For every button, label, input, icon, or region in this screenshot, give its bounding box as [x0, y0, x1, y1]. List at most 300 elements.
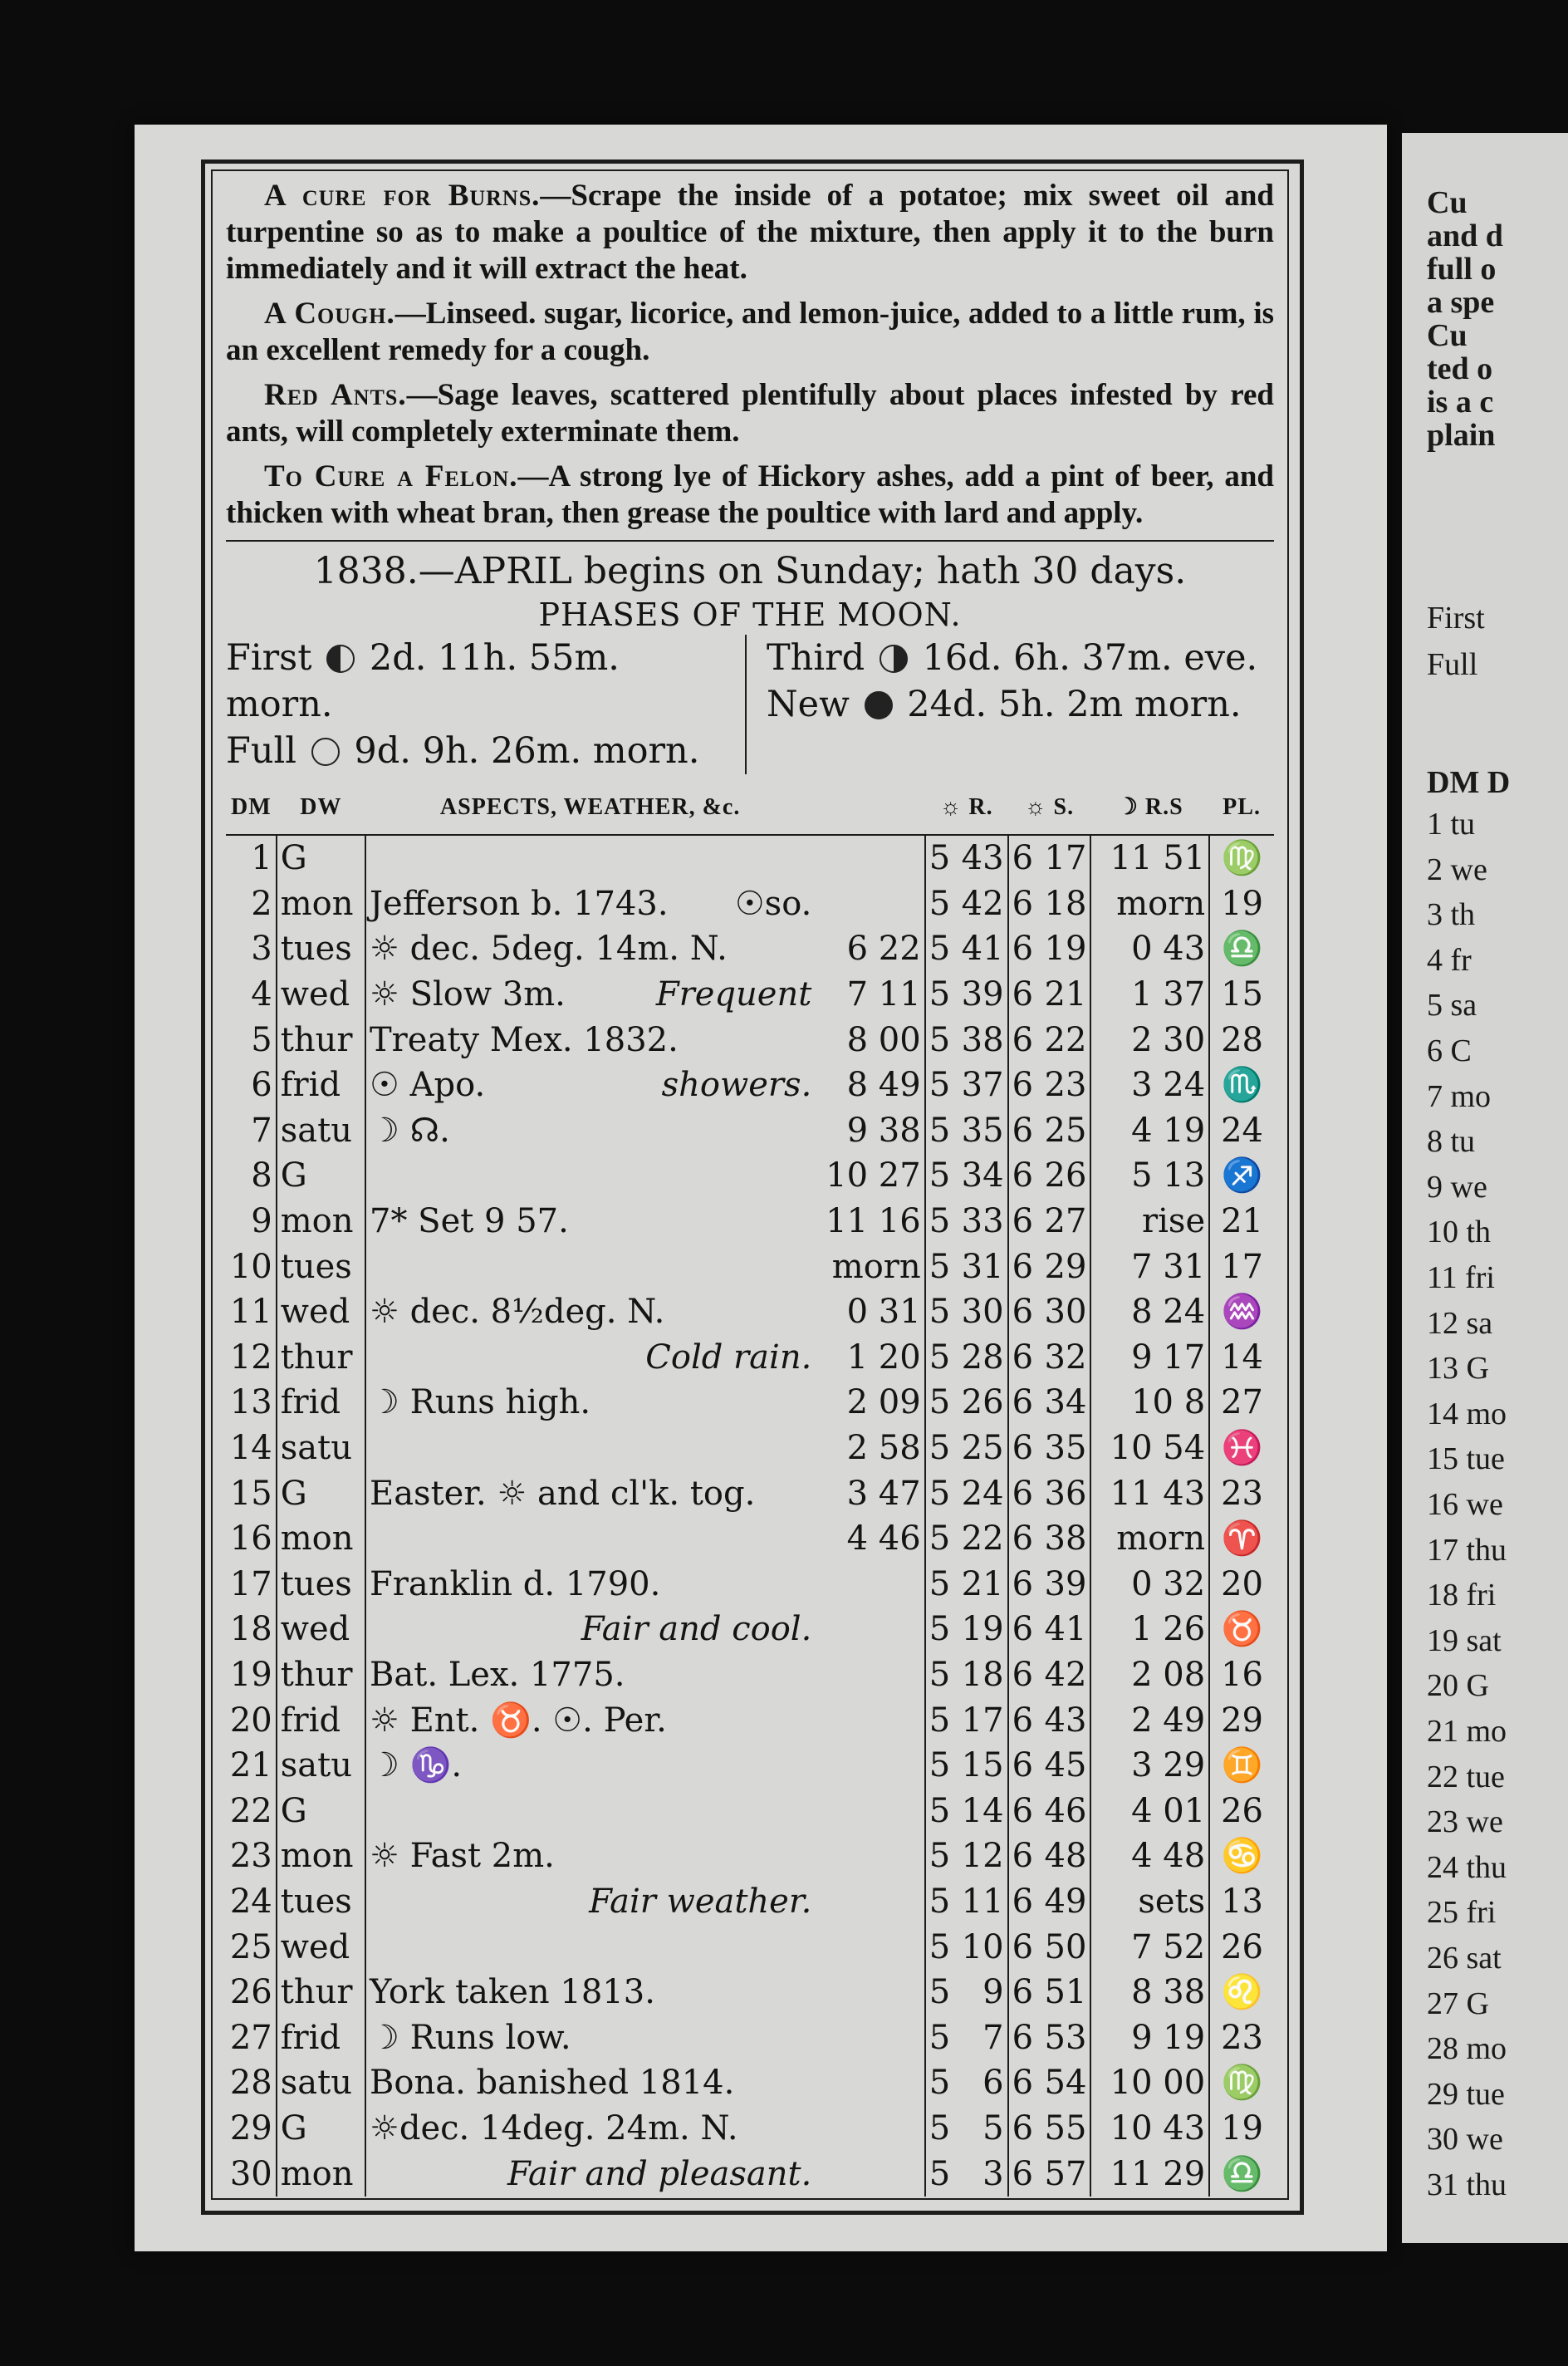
- aspects-cell: [365, 1562, 815, 1608]
- calendar-row: [226, 1063, 1274, 1108]
- sun-set-hour: 6: [1012, 1429, 1034, 1468]
- sun-rise-minute: 38: [953, 1017, 1007, 1063]
- weather-text: showers.: [661, 1066, 812, 1105]
- aspect-text: ☼ dec. 8½deg. N.: [370, 1293, 665, 1332]
- recipe-text: —Sage leaves, scattered plentifully about places infested by red ants, will completely exterminate them.: [226, 378, 1274, 449]
- sun-set-minute: 38: [1036, 1516, 1090, 1562]
- sun-set-minute: 19: [1036, 926, 1090, 972]
- facing-page-line: 1 tu: [1427, 807, 1476, 842]
- sun-rise-hour: 5: [929, 1927, 951, 1966]
- facing-page-line: 7 mo: [1427, 1078, 1492, 1114]
- rise-cell: [815, 1652, 924, 1698]
- planet-place: 14: [1221, 1338, 1264, 1377]
- month-title: 1838.—APRIL begins on Sunday; hath 30 days.: [313, 550, 1187, 592]
- calendar-row: [226, 2015, 1274, 2060]
- sun-rise-minute: 37: [953, 1063, 1007, 1108]
- planet-place: 24: [1221, 1111, 1264, 1150]
- sun-rise-hour: 5: [929, 1338, 951, 1377]
- planet-place: ♎: [1221, 2154, 1263, 2193]
- rise-cell: [815, 1743, 924, 1789]
- aspect-text: ☽ Runs low.: [370, 2018, 571, 2057]
- phases-left: [226, 635, 747, 774]
- weather-text: Cold rain.: [645, 1338, 812, 1377]
- sun-set-minute: 45: [1036, 1743, 1090, 1789]
- sun-set-hour: 6: [1012, 1066, 1034, 1105]
- calendar-body: [226, 835, 1274, 2197]
- phase-first-label: First: [226, 637, 312, 679]
- rise-cell: [815, 1607, 924, 1652]
- phase-first: [226, 635, 733, 728]
- page-content: [226, 178, 1274, 2197]
- sun-set-hour: 6: [1012, 2154, 1034, 2193]
- day-of-week: mon: [277, 1516, 365, 1562]
- facing-page-line: 30 we: [1427, 2122, 1503, 2157]
- aspect-text: Easter. ☼ and cl'k. tog.: [370, 1474, 756, 1513]
- sun-set-minute: 42: [1036, 1652, 1090, 1698]
- phases-right: [747, 635, 1274, 774]
- moon-rise-set: 7 52: [1090, 1924, 1209, 1970]
- aspects-cell: [365, 1244, 815, 1289]
- aspects-cell: [365, 1970, 815, 2015]
- sun-rise-hour: 5: [929, 1973, 951, 2012]
- rise-cell: 9 38: [815, 1108, 924, 1154]
- day-of-month: 19: [226, 1652, 277, 1698]
- aspect-text: ☽ Runs high.: [370, 1383, 591, 1422]
- day-of-week: frid: [277, 1380, 365, 1426]
- facing-page-line: plain: [1427, 418, 1496, 453]
- rise-cell: 11 16: [815, 1199, 924, 1244]
- calendar-row: [226, 1607, 1274, 1652]
- aspects-cell: [365, 1426, 815, 1471]
- aspect-text: ☼ Slow 3m.: [370, 975, 566, 1014]
- sun-set-hour: 6: [1012, 1111, 1034, 1150]
- planet-place: 23: [1221, 1474, 1264, 1513]
- calendar-table: [226, 784, 1274, 2197]
- aspect-text: Bat. Lex. 1775.: [370, 1655, 625, 1694]
- aspect-text: ☼dec. 14deg. 24m. N.: [370, 2108, 738, 2148]
- phase-new: [767, 681, 1274, 728]
- facing-page-line: 14 mo: [1427, 1396, 1507, 1431]
- sun-rise-hour: 5: [929, 1202, 951, 1241]
- calendar-row: [226, 972, 1274, 1018]
- facing-page-line: 18 fri: [1427, 1578, 1497, 1613]
- facing-page-line: 5 sa: [1427, 988, 1477, 1023]
- phase-new-label: New: [767, 684, 850, 725]
- full-moon-icon: [311, 738, 340, 766]
- sun-rise-hour: 5: [929, 1837, 951, 1876]
- moon-rise-set: 4 48: [1090, 1833, 1209, 1879]
- col-aspects: ASPECTS, WEATHER, &c.: [365, 784, 815, 835]
- sun-set-hour: 6: [1012, 884, 1034, 923]
- calendar-row: [226, 1652, 1274, 1698]
- recipe-paragraph: [226, 377, 1274, 450]
- sun-rise-minute: 33: [953, 1199, 1007, 1244]
- phase-first-time: 2d. 11h. 55m. morn.: [226, 637, 620, 725]
- planet-place: 26: [1221, 1927, 1264, 1966]
- calendar-row: [226, 1108, 1274, 1154]
- sun-rise-minute: 17: [953, 1697, 1007, 1743]
- sun-rise-minute: 22: [953, 1516, 1007, 1562]
- sun-set-hour: 6: [1012, 2018, 1034, 2057]
- calendar-row: [226, 2151, 1274, 2197]
- facing-page-line: 13 G: [1427, 1351, 1489, 1387]
- moon-rise-set: 0 43: [1090, 926, 1209, 972]
- facing-page-line: 28 mo: [1427, 2031, 1507, 2067]
- facing-page-line: 8 tu: [1427, 1124, 1476, 1160]
- aspects-cell: [365, 835, 815, 881]
- sun-set-hour: 6: [1012, 1610, 1034, 1649]
- day-of-week: thur: [277, 1970, 365, 2015]
- sun-set-hour: 6: [1012, 1837, 1034, 1876]
- sun-rise-hour: 5: [929, 839, 951, 878]
- moon-phases: [226, 635, 1274, 774]
- sun-set-hour: 6: [1012, 1519, 1034, 1559]
- rise-cell: 2 09: [815, 1380, 924, 1426]
- moon-rise-set: 2 30: [1090, 1017, 1209, 1063]
- day-of-month: 5: [226, 1017, 277, 1063]
- sun-rise-hour: 5: [929, 2108, 951, 2148]
- sun-set-minute: 50: [1036, 1924, 1090, 1970]
- sun-rise-minute: 25: [953, 1426, 1007, 1471]
- day-of-week: frid: [277, 2015, 365, 2060]
- rise-cell: [815, 1833, 924, 1879]
- sun-set-minute: 46: [1036, 1788, 1090, 1833]
- sun-rise-minute: 12: [953, 1833, 1007, 1879]
- day-of-month: 29: [226, 2106, 277, 2152]
- calendar-row: [226, 2060, 1274, 2106]
- rise-cell: 0 31: [815, 1289, 924, 1335]
- sun-set-minute: 18: [1036, 881, 1090, 927]
- planet-place: ♏: [1221, 1066, 1263, 1105]
- rise-cell: 2 58: [815, 1426, 924, 1471]
- sun-rise-hour: 5: [929, 1383, 951, 1422]
- day-of-month: 27: [226, 2015, 277, 2060]
- sun-set-minute: 36: [1036, 1470, 1090, 1516]
- planet-place: ♉: [1221, 1610, 1263, 1649]
- phase-full-label: Full: [226, 730, 297, 772]
- sun-set-minute: 21: [1036, 972, 1090, 1018]
- day-of-week: frid: [277, 1697, 365, 1743]
- aspects-cell: [365, 1017, 815, 1063]
- planet-place: 19: [1221, 884, 1264, 923]
- sun-rise-minute: 21: [953, 1562, 1007, 1608]
- sun-set-minute: 53: [1036, 2015, 1090, 2060]
- sun-set-hour: 6: [1012, 1338, 1034, 1377]
- sun-set-hour: 6: [1012, 1293, 1034, 1332]
- sun-rise-hour: 5: [929, 1156, 951, 1195]
- sun-rise-hour: 5: [929, 1564, 951, 1603]
- sun-set-minute: 32: [1036, 1335, 1090, 1381]
- facing-page-line: is a c: [1427, 385, 1494, 420]
- recipe-paragraph: [226, 296, 1274, 369]
- sun-set-minute: 27: [1036, 1199, 1090, 1244]
- sun-rise-hour: 5: [929, 1066, 951, 1105]
- facing-page-line: 12 sa: [1427, 1305, 1493, 1341]
- moon-rise-set: 10 00: [1090, 2060, 1209, 2106]
- rise-cell: [815, 1879, 924, 1925]
- day-of-month: 1: [226, 835, 277, 881]
- facing-page-line: 3 th: [1427, 897, 1476, 933]
- day-of-week: G: [277, 835, 365, 881]
- sun-set-minute: 30: [1036, 1289, 1090, 1335]
- day-of-week: wed: [277, 1924, 365, 1970]
- sun-set-minute: 39: [1036, 1562, 1090, 1608]
- aspects-cell: [365, 1743, 815, 1789]
- day-of-month: 10: [226, 1244, 277, 1289]
- moon-rise-set: 11 51: [1090, 835, 1209, 881]
- calendar-row: [226, 1697, 1274, 1743]
- aspects-cell: [365, 1607, 815, 1652]
- facing-page-line: 9 we: [1427, 1169, 1487, 1205]
- calendar-row: [226, 1879, 1274, 1925]
- calendar-row: [226, 1743, 1274, 1789]
- rise-cell: 4 46: [815, 1516, 924, 1562]
- sun-set-hour: 6: [1012, 1882, 1034, 1921]
- sun-rise-hour: 5: [929, 1701, 951, 1740]
- moon-rise-set: 2 49: [1090, 1697, 1209, 1743]
- day-of-month: 14: [226, 1426, 277, 1471]
- calendar-row: [226, 1153, 1274, 1199]
- sun-rise-hour: 5: [929, 884, 951, 923]
- aspects-cell: [365, 1879, 815, 1925]
- aspects-cell: [365, 1924, 815, 1970]
- sun-set-hour: 6: [1012, 1927, 1034, 1966]
- sun-set-hour: 6: [1012, 1746, 1034, 1785]
- moon-rise-set: 4 19: [1090, 1108, 1209, 1154]
- weather-text: Fair and pleasant.: [507, 2154, 812, 2193]
- rise-cell: 6 22: [815, 926, 924, 972]
- planet-place: 15: [1221, 975, 1264, 1014]
- sun-rise-hour: 5: [929, 1429, 951, 1468]
- day-of-month: 17: [226, 1562, 277, 1608]
- planet-place: ♓: [1221, 1429, 1263, 1468]
- almanac-page: [135, 125, 1387, 2251]
- day-of-month: 12: [226, 1335, 277, 1381]
- rise-cell: [815, 1788, 924, 1833]
- aspect-text: ☉ Apo.: [370, 1066, 486, 1105]
- col-planet: PL.: [1209, 784, 1274, 835]
- planet-place: 28: [1221, 1020, 1264, 1059]
- facing-page-line: 29 tue: [1427, 2076, 1505, 2112]
- day-of-week: tues: [277, 926, 365, 972]
- moon-rise-set: 2 08: [1090, 1652, 1209, 1698]
- sun-set-hour: 6: [1012, 1247, 1034, 1286]
- aspects-cell: [365, 1289, 815, 1335]
- facing-page-line: 24 thu: [1427, 1849, 1507, 1885]
- recipes-section: [226, 178, 1274, 532]
- rise-cell: [815, 2151, 924, 2197]
- rise-cell: [815, 2060, 924, 2106]
- phase-full-time: 9d. 9h. 26m. morn.: [354, 730, 700, 772]
- aspects-cell: [365, 2015, 815, 2060]
- facing-page-line: 19 sat: [1427, 1622, 1502, 1658]
- sun-set-minute: 25: [1036, 1108, 1090, 1154]
- moon-rise-set: 3 29: [1090, 1743, 1209, 1789]
- planet-place: 16: [1221, 1655, 1264, 1694]
- sun-rise-minute: 28: [953, 1335, 1007, 1381]
- day-of-week: tues: [277, 1244, 365, 1289]
- planet-place: 23: [1221, 2018, 1264, 2057]
- calendar-row: [226, 1470, 1274, 1516]
- rise-cell: [815, 1970, 924, 2015]
- recipe-heading: A cure for Burns.: [264, 179, 541, 213]
- rise-cell: [815, 2106, 924, 2152]
- calendar-row: [226, 2106, 1274, 2152]
- aspect-text: York taken 1813.: [370, 1973, 655, 2012]
- aspects-cell: [365, 1652, 815, 1698]
- sun-set-hour: 6: [1012, 1020, 1034, 1059]
- day-of-month: 7: [226, 1108, 277, 1154]
- sun-rise-hour: 5: [929, 1746, 951, 1785]
- aspects-cell: [365, 1063, 815, 1108]
- rise-cell: [815, 881, 924, 927]
- sun-rise-hour: 5: [929, 1882, 951, 1921]
- aspects-cell: [365, 1153, 815, 1199]
- facing-page-line: DM D: [1427, 765, 1511, 800]
- moon-rise-set: 7 31: [1090, 1244, 1209, 1289]
- calendar-row: [226, 1788, 1274, 1833]
- first-quarter-icon: [326, 645, 355, 673]
- moon-rise-set: 5 13: [1090, 1153, 1209, 1199]
- day-of-month: 2: [226, 881, 277, 927]
- sun-rise-minute: 42: [953, 881, 1007, 927]
- moon-rise-set: 3 24: [1090, 1063, 1209, 1108]
- facing-page-line: Cu: [1427, 185, 1468, 220]
- day-of-month: 4: [226, 972, 277, 1018]
- day-of-week: wed: [277, 1607, 365, 1652]
- sun-set-minute: 51: [1036, 1970, 1090, 2015]
- aspect-text: Franklin d. 1790.: [370, 1564, 661, 1603]
- sun-set-minute: 22: [1036, 1017, 1090, 1063]
- recipe-text: —Scrape the inside of a potatoe; mix sweet oil and turpentine so as to make a poultice of the mixture, then apply it to the burn immediately and it will extract the heat.: [226, 179, 1274, 286]
- sun-set-minute: 49: [1036, 1879, 1090, 1925]
- sun-rise-minute: 19: [953, 1607, 1007, 1652]
- facing-page-line: 6 C: [1427, 1033, 1472, 1068]
- sun-set-hour: 6: [1012, 1474, 1034, 1513]
- rise-cell: [815, 1697, 924, 1743]
- sun-rise-hour: 5: [929, 1655, 951, 1694]
- day-of-week: G: [277, 1470, 365, 1516]
- calendar-row: [226, 1562, 1274, 1608]
- aspects-cell: [365, 1516, 815, 1562]
- phase-third: [767, 635, 1274, 681]
- facing-page-line: 4 fr: [1427, 942, 1472, 978]
- calendar-row: [226, 1924, 1274, 1970]
- moon-rise-set: 10 8: [1090, 1380, 1209, 1426]
- facing-page-line: 21 mo: [1427, 1714, 1507, 1749]
- facing-page-line: ted o: [1427, 351, 1493, 386]
- sun-set-hour: 6: [1012, 1383, 1034, 1422]
- aspect-text: Bona. banished 1814.: [370, 2064, 735, 2103]
- sun-set-minute: 57: [1036, 2151, 1090, 2197]
- planet-place: 13: [1221, 1882, 1264, 1921]
- facing-page-line: 16 we: [1427, 1487, 1503, 1522]
- planet-place: ♌: [1221, 1973, 1263, 2012]
- day-of-month: 23: [226, 1833, 277, 1879]
- phase-third-label: Third: [767, 637, 865, 679]
- day-of-week: tues: [277, 1879, 365, 1925]
- day-of-month: 15: [226, 1470, 277, 1516]
- aspects-cell: [365, 926, 815, 972]
- sun-set-minute: 23: [1036, 1063, 1090, 1108]
- facing-page-line: 2 we: [1427, 852, 1487, 887]
- rise-cell: 10 27: [815, 1153, 924, 1199]
- recipe-heading: To Cure a Felon.: [264, 459, 518, 493]
- day-of-week: tues: [277, 1562, 365, 1608]
- planet-place: 17: [1221, 1247, 1264, 1286]
- day-of-month: 8: [226, 1153, 277, 1199]
- day-of-week: thur: [277, 1335, 365, 1381]
- sun-rise-minute: 9: [953, 1970, 1007, 2015]
- sun-rise-minute: 10: [953, 1924, 1007, 1970]
- day-of-month: 21: [226, 1743, 277, 1789]
- sun-rise-minute: 7: [953, 2015, 1007, 2060]
- aspects-cell: [365, 1788, 815, 1833]
- aspect-text: ☼ dec. 5deg. 14m. N.: [370, 930, 728, 969]
- rise-cell: 8 49: [815, 1063, 924, 1108]
- sun-set-minute: 55: [1036, 2106, 1090, 2152]
- aspect-text: ☽ ☊.: [370, 1111, 450, 1150]
- sun-rise-hour: 5: [929, 1111, 951, 1150]
- calendar-row: [226, 1970, 1274, 2015]
- aspects-cell: [365, 972, 815, 1018]
- day-of-week: wed: [277, 1289, 365, 1335]
- col-sun-rise: ☼ R.: [925, 784, 1008, 835]
- divider: [226, 540, 1274, 542]
- sun-rise-minute: 34: [953, 1153, 1007, 1199]
- sun-rise-hour: 5: [929, 2154, 951, 2193]
- facing-page-line: 23 we: [1427, 1804, 1503, 1840]
- aspects-cell: [365, 1380, 815, 1426]
- sun-rise-minute: 15: [953, 1743, 1007, 1789]
- planet-place: 27: [1221, 1383, 1264, 1422]
- facing-page-line: Full: [1427, 647, 1478, 682]
- calendar-row: [226, 1516, 1274, 1562]
- sun-rise-minute: 14: [953, 1788, 1007, 1833]
- sun-rise-hour: 5: [929, 1293, 951, 1332]
- sun-rise-hour: 5: [929, 1474, 951, 1513]
- day-of-month: 28: [226, 2060, 277, 2106]
- sun-set-hour: 6: [1012, 1564, 1034, 1603]
- planet-place: 20: [1221, 1564, 1264, 1603]
- moon-rise-set: 0 32: [1090, 1562, 1209, 1608]
- rise-cell: [815, 835, 924, 881]
- sun-set-minute: 17: [1036, 835, 1090, 881]
- facing-page-line: 20 G: [1427, 1668, 1489, 1704]
- aspects-cell: [365, 2151, 815, 2197]
- planet-place: 26: [1221, 1791, 1264, 1830]
- aspect-text: ☼ Ent. ♉. ☉. Per.: [370, 1701, 667, 1740]
- day-of-month: 25: [226, 1924, 277, 1970]
- moon-rise-set: morn: [1090, 881, 1209, 927]
- sun-rise-minute: 39: [953, 972, 1007, 1018]
- facing-page-line: 11 fri: [1427, 1260, 1495, 1295]
- moon-rise-set: 10 43: [1090, 2106, 1209, 2152]
- aspects-cell: [365, 1470, 815, 1516]
- day-of-week: G: [277, 1153, 365, 1199]
- sun-set-minute: 35: [1036, 1426, 1090, 1471]
- sun-set-hour: 6: [1012, 1202, 1034, 1241]
- phase-full: [226, 728, 733, 774]
- facing-page-line: Cu: [1427, 318, 1468, 353]
- sun-rise-hour: 5: [929, 1519, 951, 1559]
- day-of-month: 6: [226, 1063, 277, 1108]
- recipe-paragraph: [226, 178, 1274, 287]
- moon-rise-set: 9 19: [1090, 2015, 1209, 2060]
- facing-page-line: 10 th: [1427, 1215, 1492, 1250]
- facing-page-line: First: [1427, 601, 1485, 636]
- moon-rise-set: sets: [1090, 1879, 1209, 1925]
